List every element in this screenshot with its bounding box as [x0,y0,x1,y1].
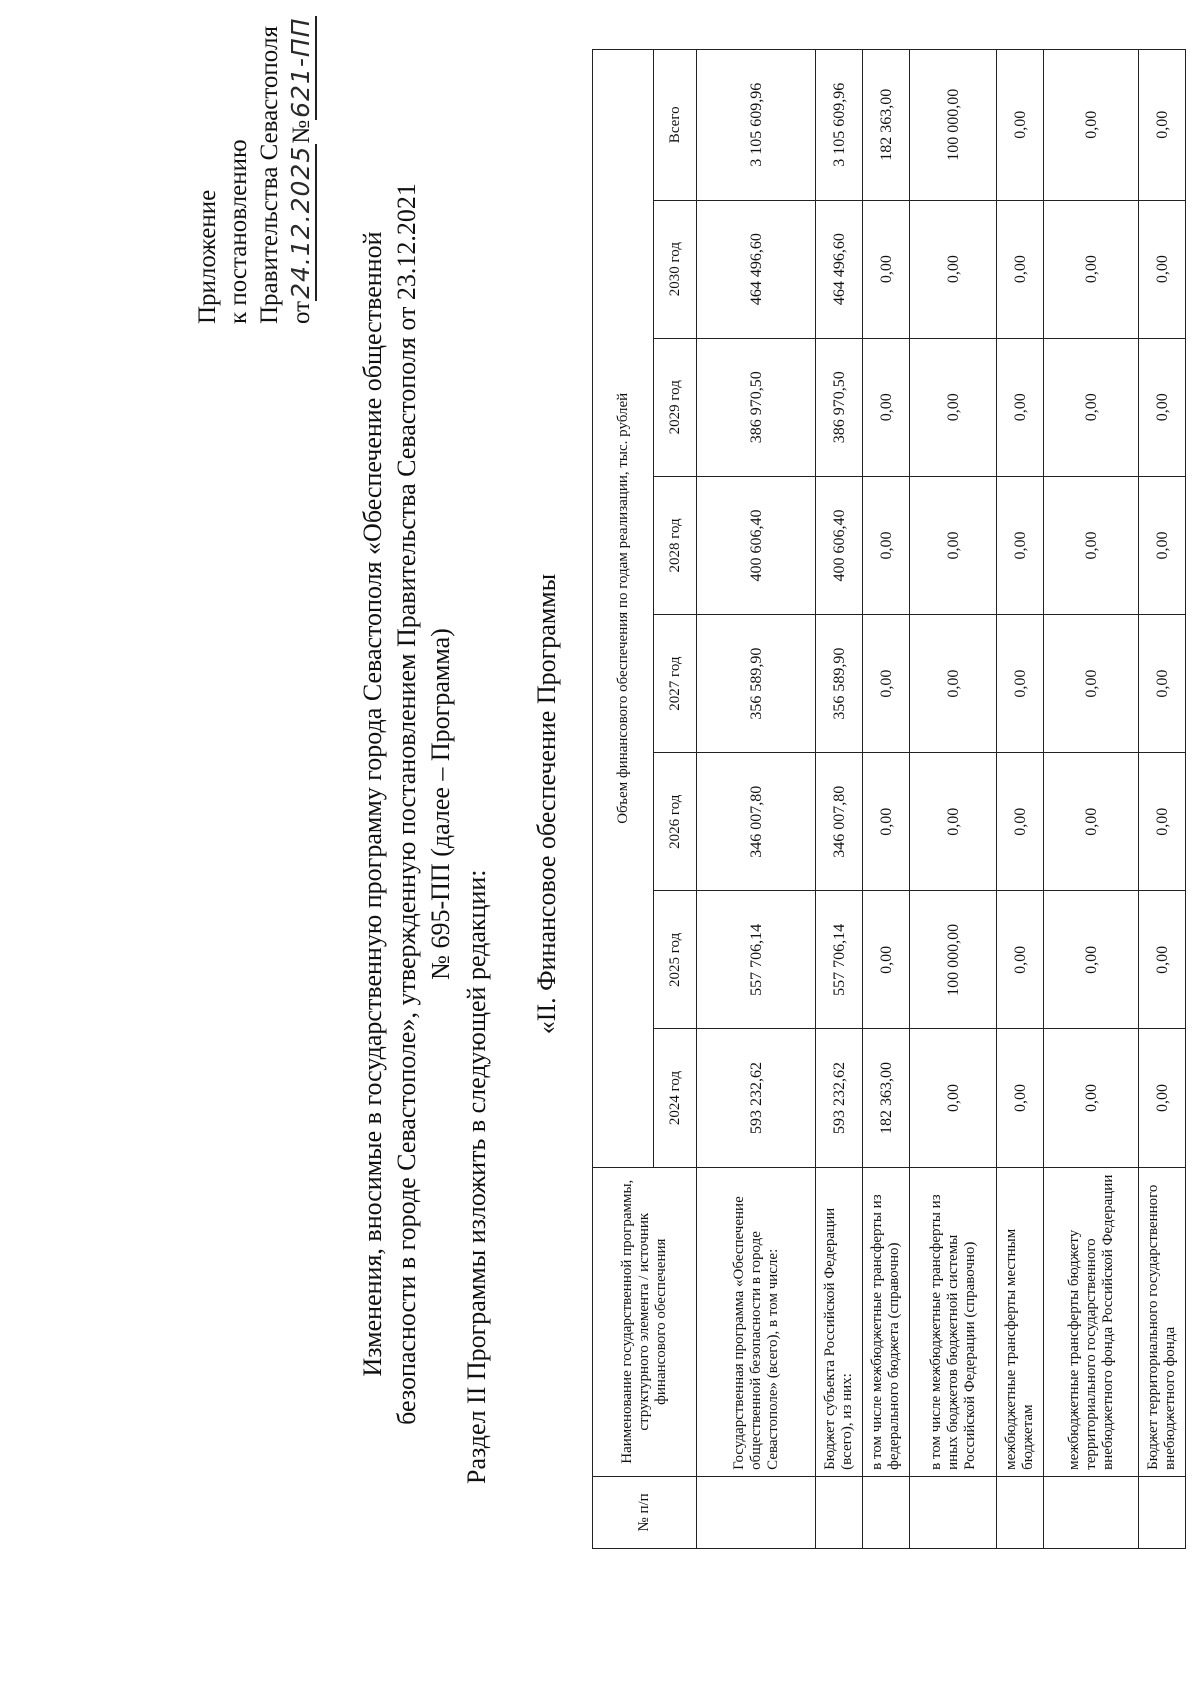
row-number [1139,1476,1186,1548]
approval-line-government: Правительства Севастополя [256,26,283,324]
financing-table [592,49,1186,1549]
row-name: Государственная программа «Обеспечение общественной безопасности в городе Севастополе» (всего), в том числе: [697,1167,816,1476]
value-cell: 0,00 [997,200,1044,338]
value-cell: 0,00 [997,1029,1044,1167]
table-row [910,50,997,1549]
value-cell: 557 706,14 [697,891,816,1029]
table-header-row [593,50,654,1549]
row-name: в том числе межбюджетные трансферты из иных бюджетов бюджетной системы Российской Федерации (справочно) [910,1167,997,1476]
value-cell: 0,00 [1044,200,1139,338]
header-year: 2024 год [654,1029,697,1167]
row-number [816,1476,863,1548]
value-cell: 0,00 [1044,1029,1139,1167]
handwritten-number: 621-ПП [286,17,315,118]
header-year: 2029 год [654,338,697,476]
value-cell: 0,00 [1139,200,1186,338]
approval-block [192,16,317,324]
table-row [1139,50,1186,1549]
value-cell: 346 007,80 [816,753,863,891]
row-number [997,1476,1044,1548]
row-number [697,1476,816,1548]
value-cell: 0,00 [997,891,1044,1029]
value-cell: 182 363,00 [863,1029,910,1167]
value-cell: 0,00 [863,891,910,1029]
total-cell: 3 105 609,96 [816,50,863,201]
value-cell: 0,00 [910,200,997,338]
value-cell: 0,00 [1139,1029,1186,1167]
table-row [1044,50,1139,1549]
value-cell: 0,00 [1139,615,1186,753]
value-cell: 593 232,62 [697,1029,816,1167]
header-name: Наименование государственной программы, структурного элемента / источник финансового обеспечения [593,1167,697,1476]
value-cell: 400 606,40 [697,476,816,614]
handwritten-date: 24.12.2025 [286,145,315,299]
value-cell: 0,00 [910,338,997,476]
value-cell: 0,00 [997,476,1044,614]
total-cell: 0,00 [1044,50,1139,201]
total-cell: 100 000,00 [910,50,997,201]
header-number: № п/п [593,1476,697,1548]
value-cell: 593 232,62 [816,1029,863,1167]
section-title: «II. Финансовое обеспечение Программы [532,573,561,1035]
row-name: Бюджет территориального государственного внебюджетного фонда [1139,1167,1186,1476]
approval-line-appendix: Приложение [194,189,221,324]
heading-line-3: № 695-ПП (далее – Программа) [426,628,455,980]
value-cell: 0,00 [863,476,910,614]
header-year: 2028 год [654,476,697,614]
value-cell: 0,00 [910,753,997,891]
value-cell: 0,00 [1044,476,1139,614]
value-cell: 0,00 [1139,891,1186,1029]
value-cell: 356 589,90 [697,615,816,753]
value-cell: 0,00 [1139,476,1186,614]
value-cell: 0,00 [1139,753,1186,891]
header-financing-volume: Объем финансового обеспечения по годам реализации, тыс. рублей [593,50,654,1168]
value-cell: 0,00 [910,1029,997,1167]
value-cell: 356 589,90 [816,615,863,753]
value-cell: 0,00 [1044,891,1139,1029]
approval-line-to-resolution: к постановлению [225,139,252,324]
document-heading [356,64,458,1544]
heading-line-1: Изменения, вносимые в государственную программу города Севастополя «Обеспечение общественной [358,231,387,1377]
date-prefix: от [288,300,315,324]
header-year: 2025 год [654,891,697,1029]
value-cell: 0,00 [910,615,997,753]
value-cell: 0,00 [1044,753,1139,891]
table-row [863,50,910,1549]
approval-date-number-line [285,16,317,324]
value-cell: 464 496,60 [816,200,863,338]
row-number [1044,1476,1139,1548]
total-cell: 3 105 609,96 [697,50,816,201]
row-name: межбюджетные трансферты бюджету территориального государственного внебюджетного фонда Российской Федерации [1044,1167,1139,1476]
table-row [697,50,816,1549]
total-cell: 0,00 [1139,50,1186,201]
value-cell: 464 496,60 [697,200,816,338]
value-cell: 400 606,40 [816,476,863,614]
value-cell: 0,00 [1044,338,1139,476]
row-number [863,1476,910,1548]
row-name: межбюджетные трансферты местным бюджетам [997,1167,1044,1476]
value-cell: 0,00 [863,753,910,891]
value-cell: 100 000,00 [910,891,997,1029]
value-cell: 0,00 [863,200,910,338]
table-row [997,50,1044,1549]
value-cell: 557 706,14 [816,891,863,1029]
value-cell: 0,00 [997,753,1044,891]
table-row [816,50,863,1549]
heading-line-2: безопасности в городе Севастополе», утвержденную постановлением Правительства Севастополя от 23.12.2021 [392,183,421,1425]
value-cell: 346 007,80 [697,753,816,891]
section-intro: Раздел II Программы изложить в следующей редакции: [462,869,491,1484]
total-cell: 0,00 [997,50,1044,201]
value-cell: 0,00 [863,615,910,753]
header-year: 2026 год [654,753,697,891]
value-cell: 386 970,50 [697,338,816,476]
row-name: в том числе межбюджетные трансферты из федерального бюджета (справочно) [863,1167,910,1476]
value-cell: 0,00 [910,476,997,614]
row-number [910,1476,997,1548]
value-cell: 0,00 [997,615,1044,753]
value-cell: 0,00 [863,338,910,476]
header-year: 2027 год [654,615,697,753]
total-cell: 182 363,00 [863,50,910,201]
header-total: Всего [654,50,697,201]
value-cell: 0,00 [997,338,1044,476]
value-cell: 386 970,50 [816,338,863,476]
value-cell: 0,00 [1044,615,1139,753]
number-prefix: № [288,119,315,144]
value-cell: 0,00 [1139,338,1186,476]
header-year: 2030 год [654,200,697,338]
row-name: Бюджет субъекта Российской Федерации (всего), из них: [816,1167,863,1476]
